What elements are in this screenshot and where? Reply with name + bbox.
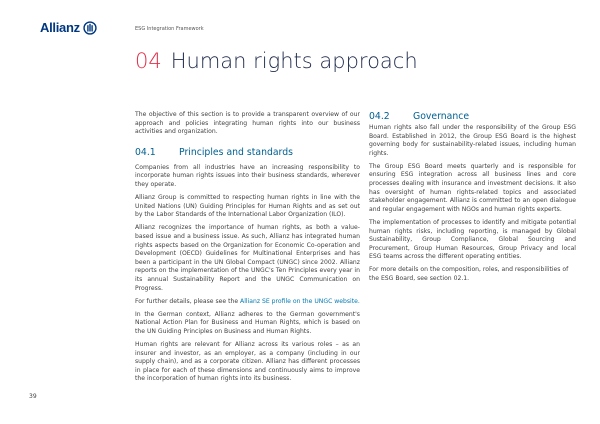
right-column — [369, 111, 576, 288]
intro-paragraph: The objective of this section is to provide a transparent overview of our approach and policies integrating human rights into our business activities and organization. — [135, 111, 360, 136]
section-heading-04-2 — [369, 111, 576, 123]
ungc-profile-link[interactable]: Allianz SE profile on the UNGC website. — [240, 297, 360, 305]
paragraph: Human rights also fall under the responsibility of the Group ESG Board. Established in 2012, the Group ESG Board is the highest governing body for sustainability-related issues, including human rights. — [369, 124, 576, 157]
paragraph: Allianz Group is committed to respecting human rights in line with the United Nations (UN) Guiding Principles for Human Rights and as set out by the Labor Standards of the International Labor Organization (ILO). — [135, 194, 360, 219]
page-title — [135, 49, 418, 73]
paragraph: Human rights are relevant for Allianz across its various roles – as an insurer and investor, as an employer, as a company (including in our supply chain), and as a corporate citizen. Allianz has different processes in place for each of these dimensions and continuously aims to improve the incorporation of human rights into its business. — [135, 340, 360, 383]
paragraph: For more details on the composition, roles, and responsibilities of the ESG Board, see section 02.1. — [369, 266, 569, 282]
section-title: Governance — [413, 111, 470, 122]
section-heading-04-1 — [135, 147, 360, 159]
paragraph: Allianz recognizes the importance of human rights, as both a value-based issue and a business issue. As such, Allianz has integrated human rights aspects based on the Organization for Economic Co-operation and Development (OECD) Guidelines for Multinational Enterprises and has been a participant in the UN Global Compact (UNGC) since 2002. Allianz reports on the implementation of the UNGC's Ten Principles every year in its annual Sustainability Report and the UNGC Communication on Progress. — [135, 224, 360, 292]
paragraph: The Group ESG Board meets quarterly and is responsible for ensuring ESG integration across all business lines and core processes dealing with insurance and investment decisions. It also has oversight of human rights-related topics and associated stakeholder engagement. Allianz is committed to an open dialogue and regular engagement with NGOs and human rights experts. — [369, 162, 576, 213]
paragraph — [135, 298, 360, 307]
chapter-title: Human rights approach — [170, 49, 418, 73]
section-number: 04.2 — [369, 111, 390, 122]
paragraph: Companies from all industries have an increasing responsibility to incorporate human rights issues into their business standards, wherever they operate. — [135, 163, 360, 188]
left-column — [135, 111, 360, 388]
page-number: 39 — [29, 393, 37, 400]
paragraph-text: For further details, please see the — [135, 297, 241, 305]
paragraph: In the German context, Allianz adheres to the German government's National Action Plan for Business and Human Rights, which is based on the UN Guiding Principles on Business and Human Rights. — [135, 310, 360, 335]
chapter-number: 04 — [135, 49, 162, 73]
allianz-logo — [40, 20, 97, 35]
paragraph: The implementation of processes to identify and mitigate potential human rights risks, including reporting, is managed by Global Sustainability, Group Compliance, Global Sourcing and Procurement, Group Human Resources, Group Privacy and local ESG teams across the different operating entities. — [369, 218, 576, 261]
document-header: ESG Integration Framework — [135, 26, 204, 32]
section-title: Principles and standards — [179, 146, 293, 158]
section-number: 04.1 — [135, 146, 156, 158]
logo-text: Allianz — [40, 20, 80, 35]
allianz-eagle-icon — [83, 21, 97, 35]
